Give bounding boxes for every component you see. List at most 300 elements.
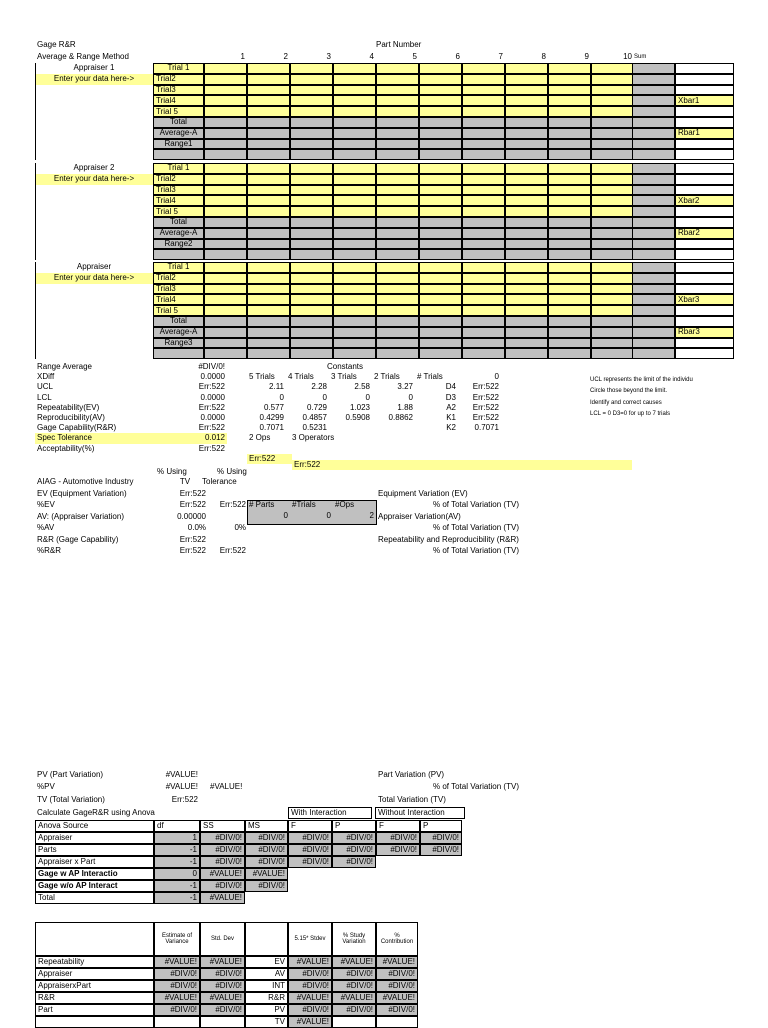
data-entry-cell[interactable] (290, 195, 333, 206)
data-entry-cell[interactable] (333, 106, 376, 117)
data-entry-cell[interactable] (548, 284, 591, 295)
pv-row-value: #VALUE! (165, 769, 198, 779)
data-entry-cell[interactable] (505, 174, 548, 185)
anova-value: #DIV/0! (245, 880, 288, 892)
variance-value: #DIV/0! (288, 980, 332, 992)
data-entry-cell[interactable] (591, 294, 634, 305)
data-entry-cell[interactable] (419, 206, 462, 217)
data-entry-cell[interactable] (290, 174, 333, 185)
data-entry-cell[interactable] (247, 74, 290, 85)
data-entry-cell[interactable] (505, 195, 548, 206)
trial-label: Trial4 (153, 294, 204, 305)
data-entry-cell[interactable] (204, 294, 247, 305)
data-entry-cell[interactable] (548, 262, 591, 273)
data-entry-cell[interactable] (247, 185, 290, 196)
aiag-row-desc: % of Total Variation (TV) (433, 523, 519, 532)
data-entry-cell[interactable] (419, 63, 462, 74)
anova-source: Gage w AP Interactio (35, 868, 154, 880)
anova-value: 0 (154, 868, 200, 880)
calc-cell (548, 128, 591, 139)
data-entry-cell[interactable] (204, 262, 247, 273)
pv-row-value2: #VALUE! (210, 782, 243, 791)
data-entry-cell[interactable] (290, 305, 333, 316)
data-entry-cell[interactable] (419, 74, 462, 85)
data-entry-cell[interactable] (376, 163, 419, 174)
enter-data-hint: Enter your data here-> (35, 273, 153, 284)
data-entry-cell[interactable] (591, 95, 634, 106)
anova-empty (376, 892, 420, 904)
data-entry-cell[interactable] (290, 273, 333, 284)
statistic-label: Rbar2 (675, 228, 734, 239)
data-entry-cell[interactable] (462, 106, 505, 117)
sum-cell (632, 149, 675, 160)
data-entry-cell[interactable] (333, 185, 376, 196)
data-entry-cell[interactable] (591, 284, 634, 295)
data-entry-cell[interactable] (548, 106, 591, 117)
summary-label: Range1 (153, 139, 204, 150)
result-label: Repeatability(EV) (37, 402, 100, 412)
range-row-label (153, 348, 204, 359)
tolerance-header: Tolerance (202, 477, 237, 486)
data-entry-cell[interactable] (204, 284, 247, 295)
data-entry-cell[interactable] (462, 163, 505, 174)
anova-empty (288, 868, 332, 880)
range-cell (247, 249, 290, 260)
data-entry-cell[interactable] (462, 85, 505, 96)
variance-value: TV (245, 1016, 288, 1028)
data-entry-cell[interactable] (290, 262, 333, 273)
calc-cell (333, 139, 376, 150)
data-entry-cell[interactable] (548, 63, 591, 74)
data-entry-cell[interactable] (591, 163, 634, 174)
anova-value: #DIV/0! (332, 832, 376, 844)
data-entry-cell[interactable] (591, 174, 634, 185)
data-entry-cell[interactable] (591, 74, 634, 85)
data-entry-cell[interactable] (548, 74, 591, 85)
data-entry-cell[interactable] (505, 163, 548, 174)
variance-value: #DIV/0! (154, 1004, 200, 1016)
grid-line (35, 262, 36, 359)
data-entry-cell[interactable] (333, 85, 376, 96)
aiag-row-desc: Appraiser Variation(AV) (378, 511, 461, 521)
data-entry-cell[interactable] (376, 284, 419, 295)
data-entry-cell[interactable] (333, 74, 376, 85)
constant-value: 0 (365, 392, 370, 402)
aiag-row-tol (208, 534, 248, 545)
data-entry-cell[interactable] (290, 163, 333, 174)
range-cell (333, 249, 376, 260)
data-entry-cell[interactable] (548, 85, 591, 96)
data-entry-cell[interactable] (376, 262, 419, 273)
data-entry-cell[interactable] (204, 206, 247, 217)
data-entry-cell[interactable] (376, 294, 419, 305)
data-entry-cell[interactable] (290, 95, 333, 106)
data-entry-cell[interactable] (333, 284, 376, 295)
data-entry-cell[interactable] (376, 273, 419, 284)
data-entry-cell[interactable] (376, 63, 419, 74)
range-cell (376, 348, 419, 359)
data-entry-cell[interactable] (204, 195, 247, 206)
result-value[interactable]: 0.012 (160, 433, 227, 443)
aiag-row-tol: 0% (234, 523, 246, 532)
side-cell (675, 284, 734, 295)
calc-cell (247, 217, 290, 228)
pct-tv-label: % Using (157, 467, 187, 476)
pv-row-label: PV (Part Variation) (37, 769, 104, 779)
variance-value (200, 1016, 245, 1028)
calc-cell (376, 228, 419, 239)
range-cell (505, 249, 548, 260)
data-entry-cell[interactable] (290, 185, 333, 196)
data-entry-cell[interactable] (462, 195, 505, 206)
data-entry-cell[interactable] (591, 305, 634, 316)
data-entry-cell[interactable] (290, 294, 333, 305)
range-cell (376, 149, 419, 160)
data-entry-cell[interactable] (376, 74, 419, 85)
calc-cell (548, 228, 591, 239)
data-entry-cell[interactable] (505, 294, 548, 305)
data-entry-cell[interactable] (548, 273, 591, 284)
anova-empty (288, 880, 332, 892)
pv-row-desc: Total Variation (TV) (378, 794, 446, 804)
data-entry-cell[interactable] (462, 273, 505, 284)
data-entry-cell[interactable] (548, 95, 591, 106)
data-entry-cell[interactable] (419, 106, 462, 117)
appraiser-name: Appraiser (76, 262, 112, 272)
anova-value: 1 (154, 832, 200, 844)
calc-cell (290, 338, 333, 349)
calc-cell (333, 316, 376, 327)
data-entry-cell[interactable] (290, 74, 333, 85)
variance-source: Appraiser (35, 968, 154, 980)
trial-label: Trial 1 (153, 262, 204, 273)
variance-value (376, 1016, 418, 1028)
with-interaction-label: With Interaction (288, 807, 372, 819)
data-entry-cell[interactable] (333, 273, 376, 284)
result-value: #DIV/0! (198, 362, 225, 372)
range-cell (376, 249, 419, 260)
data-entry-cell[interactable] (204, 63, 247, 74)
calc-cell (204, 117, 247, 128)
range-cell (548, 348, 591, 359)
calc-cell (591, 128, 634, 139)
calc-cell (204, 239, 247, 250)
data-entry-cell[interactable] (333, 305, 376, 316)
sum-cell (632, 316, 675, 327)
method-label: Average & Range Method (37, 51, 129, 61)
aiag-row-tv: Err:522 (179, 500, 206, 509)
result-value: Err:522 (198, 423, 225, 433)
acceptability-tv: Err:522 (247, 454, 292, 464)
data-entry-cell[interactable] (505, 74, 548, 85)
calc-cell (204, 139, 247, 150)
variance-source: R&R (35, 992, 154, 1004)
data-entry-cell[interactable] (204, 106, 247, 117)
data-entry-cell[interactable] (419, 163, 462, 174)
variance-value: #VALUE! (332, 956, 376, 968)
calc-cell (290, 327, 333, 338)
data-entry-cell[interactable] (290, 63, 333, 74)
data-entry-cell[interactable] (333, 163, 376, 174)
pv-row-value: Err:522 (171, 794, 198, 804)
range-cell (247, 348, 290, 359)
side-cell (675, 163, 734, 174)
data-entry-cell[interactable] (548, 195, 591, 206)
result-label: UCL (37, 382, 54, 392)
variance-header: % Study Variation (332, 922, 376, 956)
data-entry-cell[interactable] (419, 85, 462, 96)
data-entry-cell[interactable] (548, 174, 591, 185)
data-entry-cell[interactable] (247, 195, 290, 206)
data-entry-cell[interactable] (419, 174, 462, 185)
range-cell (333, 149, 376, 160)
aiag-row-desc: Equipment Variation (EV) (378, 488, 468, 498)
result-label: Acceptability(%) (37, 443, 95, 453)
trial-label: Trial3 (153, 85, 204, 96)
data-entry-cell[interactable] (505, 95, 548, 106)
data-entry-cell[interactable] (247, 95, 290, 106)
variance-header: Estimate of Variance (154, 922, 200, 956)
data-entry-cell[interactable] (290, 206, 333, 217)
data-entry-cell[interactable] (462, 284, 505, 295)
constant-value: 1.88 (397, 402, 413, 412)
calc-cell (591, 117, 634, 128)
data-entry-cell[interactable] (462, 262, 505, 273)
data-entry-cell[interactable] (376, 85, 419, 96)
data-entry-cell[interactable] (505, 106, 548, 117)
data-entry-cell[interactable] (290, 85, 333, 96)
result-value: 0.0000 (200, 413, 225, 423)
spacer (160, 444, 227, 454)
side-cell (675, 249, 734, 260)
data-entry-cell[interactable] (333, 206, 376, 217)
data-entry-cell[interactable] (505, 206, 548, 217)
data-entry-cell[interactable] (505, 85, 548, 96)
data-entry-cell[interactable] (333, 95, 376, 106)
data-entry-cell[interactable] (333, 262, 376, 273)
variance-value: PV (245, 1004, 288, 1016)
data-entry-cell[interactable] (462, 63, 505, 74)
data-entry-cell[interactable] (462, 206, 505, 217)
data-entry-cell[interactable] (376, 185, 419, 196)
range-cell (247, 149, 290, 160)
range-cell (290, 149, 333, 160)
data-entry-cell[interactable] (419, 273, 462, 284)
data-entry-cell[interactable] (376, 195, 419, 206)
data-entry-cell[interactable] (333, 174, 376, 185)
data-entry-cell[interactable] (247, 163, 290, 174)
variance-source: Repeatability (35, 956, 154, 968)
sum-cell (632, 195, 675, 206)
data-entry-cell[interactable] (376, 95, 419, 106)
data-entry-cell[interactable] (419, 284, 462, 295)
data-entry-cell[interactable] (290, 284, 333, 295)
anova-value: #DIV/0! (332, 856, 376, 868)
data-entry-cell[interactable] (376, 206, 419, 217)
pv-row-label: TV (Total Variation) (37, 794, 105, 804)
data-entry-cell[interactable] (548, 163, 591, 174)
pv-row-desc: % of Total Variation (TV) (433, 782, 519, 791)
data-entry-cell[interactable] (376, 305, 419, 316)
anova-empty (420, 868, 462, 880)
data-entry-cell[interactable] (462, 74, 505, 85)
anova-value: #VALUE! (245, 868, 288, 880)
calc-cell (333, 239, 376, 250)
data-entry-cell[interactable] (290, 106, 333, 117)
pct-tol-label: % Using (217, 467, 247, 476)
summary-label: Range3 (153, 338, 204, 349)
data-entry-cell[interactable] (204, 74, 247, 85)
enter-data-hint: Enter your data here-> (35, 174, 153, 185)
data-entry-cell[interactable] (204, 305, 247, 316)
result-label: Reproducibility(AV) (37, 413, 105, 423)
parts-box-header: #Ops (335, 500, 355, 509)
data-entry-cell[interactable] (505, 273, 548, 284)
data-entry-cell[interactable] (462, 95, 505, 106)
side-cell (675, 139, 734, 150)
data-entry-cell[interactable] (419, 294, 462, 305)
data-entry-cell[interactable] (247, 85, 290, 96)
data-entry-cell[interactable] (204, 174, 247, 185)
range-cell (591, 249, 634, 260)
side-cell (675, 305, 734, 316)
data-entry-cell[interactable] (419, 95, 462, 106)
aiag-row-tol (208, 511, 248, 522)
data-entry-cell[interactable] (247, 305, 290, 316)
data-entry-cell[interactable] (247, 262, 290, 273)
calc-cell (462, 117, 505, 128)
calc-cell (591, 327, 634, 338)
trial-label: Trial2 (153, 174, 204, 185)
data-entry-cell[interactable] (247, 284, 290, 295)
variance-value: #VALUE! (200, 992, 245, 1004)
calc-cell (376, 316, 419, 327)
range-cell (505, 149, 548, 160)
data-entry-cell[interactable] (333, 63, 376, 74)
data-entry-cell[interactable] (204, 273, 247, 284)
data-entry-cell[interactable] (247, 273, 290, 284)
data-entry-cell[interactable] (462, 294, 505, 305)
trial-label: Trial3 (153, 185, 204, 196)
data-entry-cell[interactable] (376, 174, 419, 185)
calc-cell (290, 128, 333, 139)
trial-label: Trial 5 (153, 305, 204, 316)
data-entry-cell[interactable] (591, 195, 634, 206)
variance-value: EV (245, 956, 288, 968)
calc-cell (290, 117, 333, 128)
calc-cell (290, 316, 333, 327)
data-entry-cell[interactable] (505, 284, 548, 295)
data-entry-cell[interactable] (204, 163, 247, 174)
side-cell (675, 273, 734, 284)
anova-header: P (420, 820, 462, 832)
sheet-title: Gage R&R (37, 39, 76, 49)
data-entry-cell[interactable] (419, 195, 462, 206)
data-entry-cell[interactable] (505, 262, 548, 273)
data-entry-cell[interactable] (591, 273, 634, 284)
data-entry-cell[interactable] (247, 294, 290, 305)
variance-header (35, 922, 154, 956)
data-entry-cell[interactable] (548, 305, 591, 316)
data-entry-cell[interactable] (462, 185, 505, 196)
variance-source (35, 1016, 154, 1028)
data-entry-cell[interactable] (333, 294, 376, 305)
summary-label: Average-A (153, 327, 204, 338)
anova-source: Appraiser x Part (35, 856, 154, 868)
data-entry-cell[interactable] (419, 262, 462, 273)
data-entry-cell[interactable] (247, 106, 290, 117)
data-entry-cell[interactable] (376, 106, 419, 117)
constant-value: D3 (445, 392, 456, 402)
data-entry-cell[interactable] (462, 305, 505, 316)
aiag-row-label: %EV (37, 500, 55, 509)
data-entry-cell[interactable] (505, 63, 548, 74)
side-cell (675, 316, 734, 327)
anova-value: #DIV/0! (332, 844, 376, 856)
data-entry-cell[interactable] (247, 174, 290, 185)
summary-label: Average-A (153, 128, 204, 139)
variance-value: #DIV/0! (376, 980, 418, 992)
data-entry-cell[interactable] (591, 185, 634, 196)
data-entry-cell[interactable] (548, 206, 591, 217)
summary-label: Total (153, 316, 204, 327)
data-entry-cell[interactable] (591, 106, 634, 117)
calc-cell (247, 228, 290, 239)
calc-cell (419, 316, 462, 327)
data-entry-cell[interactable] (548, 294, 591, 305)
data-entry-cell[interactable] (591, 206, 634, 217)
data-entry-cell[interactable] (247, 206, 290, 217)
aiag-row-tol: Err:522 (219, 546, 246, 555)
anova-value: #DIV/0! (245, 844, 288, 856)
data-entry-cell[interactable] (462, 174, 505, 185)
data-entry-cell[interactable] (505, 185, 548, 196)
data-entry-cell[interactable] (591, 262, 634, 273)
side-cell (675, 85, 734, 96)
trial-label: Trial4 (153, 95, 204, 106)
data-entry-cell[interactable] (419, 305, 462, 316)
range-cell (290, 249, 333, 260)
constant-value: 0.4857 (302, 413, 327, 423)
data-entry-cell[interactable] (247, 63, 290, 74)
anova-header: df (154, 820, 200, 832)
calc-cell (204, 228, 247, 239)
calc-cell (462, 338, 505, 349)
aiag-row-tv: Err:522 (179, 546, 206, 555)
calc-cell (376, 128, 419, 139)
data-entry-cell[interactable] (591, 85, 634, 96)
data-entry-cell[interactable] (204, 95, 247, 106)
data-entry-cell[interactable] (204, 85, 247, 96)
calc-cell (290, 217, 333, 228)
variance-value: #VALUE! (288, 1016, 332, 1028)
data-entry-cell[interactable] (505, 305, 548, 316)
data-entry-cell[interactable] (591, 63, 634, 74)
data-entry-cell[interactable] (204, 185, 247, 196)
range-cell (505, 348, 548, 359)
pv-row-value: #VALUE! (165, 782, 198, 791)
data-entry-cell[interactable] (548, 185, 591, 196)
anova-empty (332, 892, 376, 904)
calc-cell (591, 316, 634, 327)
sum-cell (632, 106, 675, 117)
data-entry-cell[interactable] (333, 195, 376, 206)
constant-value: 1.023 (349, 402, 370, 412)
calc-cell (333, 217, 376, 228)
data-entry-cell[interactable] (419, 185, 462, 196)
calc-cell (247, 117, 290, 128)
calc-cell (419, 217, 462, 228)
